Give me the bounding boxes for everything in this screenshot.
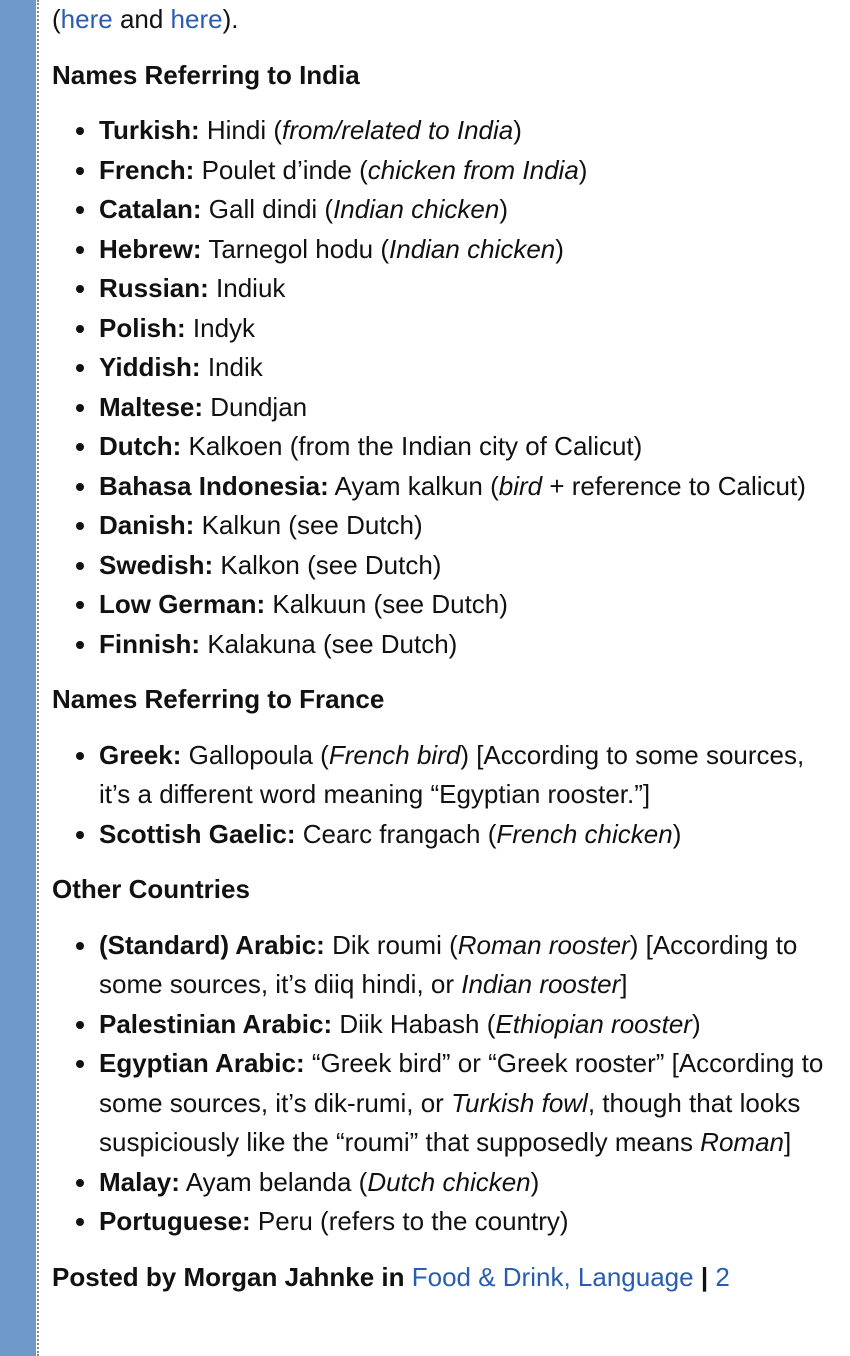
intro-close-text: ). — [222, 4, 239, 34]
list-item — [99, 546, 842, 586]
language-name: Palestinian Arabic: — [99, 1008, 333, 1039]
term-text: Cearc frangach ( — [295, 818, 497, 849]
list-item — [99, 427, 842, 467]
language-name: Bahasa Indonesia: — [99, 470, 329, 501]
language-name: Dutch: — [99, 431, 182, 461]
language-name: Russian: — [99, 273, 209, 303]
language-name: Yiddish: — [99, 352, 201, 382]
language-name: (Standard) Arabic: — [99, 929, 325, 960]
language-list — [52, 736, 842, 855]
term-text-cont: ) — [672, 818, 682, 849]
term-text: Diik Habash ( — [332, 1008, 496, 1039]
list-item — [99, 1202, 842, 1242]
term-text: Indyk — [185, 312, 256, 343]
term-text-cont: ) — [530, 1166, 540, 1197]
term-text: Gallopoula ( — [181, 739, 329, 770]
here-link-2[interactable]: here — [170, 4, 223, 34]
footer-separator: | — [693, 1261, 716, 1292]
list-item — [99, 388, 842, 428]
language-name: Egyptian Arabic: — [99, 1048, 305, 1078]
italic-gloss: Roman rooster — [457, 929, 630, 960]
language-name: Polish: — [99, 312, 186, 343]
italic-gloss: chicken from India — [367, 154, 579, 185]
term-text: Hindi ( — [199, 115, 282, 145]
list-item — [99, 736, 842, 815]
language-name: Swedish: — [99, 549, 214, 580]
term-text: Peru (refers to the country) — [250, 1206, 569, 1236]
term-text: Gall dindi ( — [201, 194, 334, 224]
list-item — [99, 309, 842, 349]
here-link-1[interactable]: here — [60, 4, 113, 34]
italic-gloss-2: Indian rooster — [461, 969, 621, 999]
language-name: Scottish Gaelic: — [99, 818, 296, 849]
italic-gloss: Ethiopian rooster — [495, 1008, 692, 1039]
list-item — [99, 926, 842, 1005]
italic-gloss: Turkish fowl — [451, 1087, 588, 1118]
intro-and-text: and — [112, 4, 171, 34]
language-name: Hebrew: — [99, 233, 202, 264]
term-text-cont: ) — [691, 1008, 701, 1039]
term-text-end: ] — [620, 969, 628, 999]
list-item — [99, 506, 842, 546]
intro-line — [52, 0, 842, 40]
language-name: Malay: — [99, 1166, 180, 1197]
italic-gloss: bird — [498, 470, 543, 501]
italic-gloss-2: Roman — [700, 1127, 784, 1157]
sections-container — [52, 56, 842, 1242]
language-name: Portuguese: — [99, 1206, 251, 1236]
list-item — [99, 625, 842, 665]
term-text: Kalkoen (from the Indian city of Calicut) — [181, 431, 643, 461]
term-text-cont: ) — [578, 154, 588, 185]
section-heading: Names Referring to India — [52, 59, 360, 90]
category-links[interactable]: Food & Drink, Language — [411, 1261, 694, 1292]
left-sidebar-strip — [0, 0, 36, 1356]
list-item — [99, 348, 842, 388]
language-name: Maltese: — [99, 391, 204, 422]
language-name: Finnish: — [99, 628, 201, 659]
italic-gloss: French bird — [328, 739, 461, 770]
term-text-cont: ) [According to some sources, it’s a different word meaning “Egyptian rooster.”] — [99, 739, 805, 809]
italic-gloss: Dutch chicken — [367, 1166, 531, 1197]
term-text-cont: + reference to Calicut) — [542, 470, 806, 501]
dotted-divider — [37, 0, 39, 1356]
post-footer — [52, 1258, 842, 1298]
article-content — [52, 0, 842, 1297]
italic-gloss: French chicken — [496, 818, 673, 849]
term-text: Indik — [200, 352, 263, 382]
language-name: Greek: — [99, 739, 182, 770]
italic-gloss: Indian chicken — [389, 233, 556, 264]
list-item — [99, 1005, 842, 1045]
term-text-cont: ) — [499, 194, 508, 224]
language-name: Catalan: — [99, 194, 202, 224]
term-text: Ayam belanda ( — [179, 1166, 368, 1197]
term-text: Kalakuna (see Dutch) — [200, 628, 458, 659]
term-text: Ayam kalkun ( — [328, 470, 499, 501]
italic-gloss: Indian chicken — [333, 194, 500, 224]
term-text: Poulet d’inde ( — [194, 154, 368, 185]
italic-gloss: from/related to India — [282, 115, 514, 145]
language-list — [52, 111, 842, 664]
intro-open-paren: ( — [52, 4, 61, 34]
language-name: Turkish: — [99, 115, 200, 145]
language-list — [52, 926, 842, 1242]
term-text: Kalkun (see Dutch) — [194, 510, 423, 540]
section-heading: Other Countries — [52, 874, 250, 904]
list-item — [99, 585, 842, 625]
term-text: “Greek bird” or “Greek rooster” [According to some sources, it’s dik-rumi, or — [99, 1048, 824, 1118]
term-text: Indiuk — [208, 273, 286, 303]
list-item — [99, 190, 842, 230]
term-text: Kalkuun (see Dutch) — [265, 589, 508, 619]
term-text: Dik roumi ( — [324, 929, 458, 960]
list-item — [99, 467, 842, 507]
term-text: Tarnegol hodu ( — [201, 233, 390, 264]
term-text-cont: ) [According to some sources, it’s diiq hindi, or — [99, 929, 798, 999]
language-name: Low German: — [99, 589, 266, 619]
list-item — [99, 815, 842, 855]
term-text-cont: ) — [555, 233, 564, 264]
section-heading: Names Referring to France — [52, 684, 385, 714]
term-text: Kalkon (see Dutch) — [213, 549, 442, 580]
list-item — [99, 1044, 842, 1163]
list-item — [99, 1163, 842, 1203]
term-text-cont: , though that looks suspiciously like the “roumi” that supposedly means — [99, 1087, 801, 1157]
term-text-cont: ) — [513, 115, 522, 145]
list-item — [99, 151, 842, 191]
language-name: French: — [99, 154, 195, 185]
term-text-end: ] — [784, 1127, 792, 1157]
comments-link[interactable]: 2 — [715, 1261, 730, 1292]
language-name: Danish: — [99, 510, 195, 540]
term-text: Dundjan — [203, 391, 308, 422]
list-item — [99, 111, 842, 151]
list-item — [99, 269, 842, 309]
list-item — [99, 230, 842, 270]
posted-by-text: Posted by Morgan Jahnke in — [52, 1261, 412, 1292]
